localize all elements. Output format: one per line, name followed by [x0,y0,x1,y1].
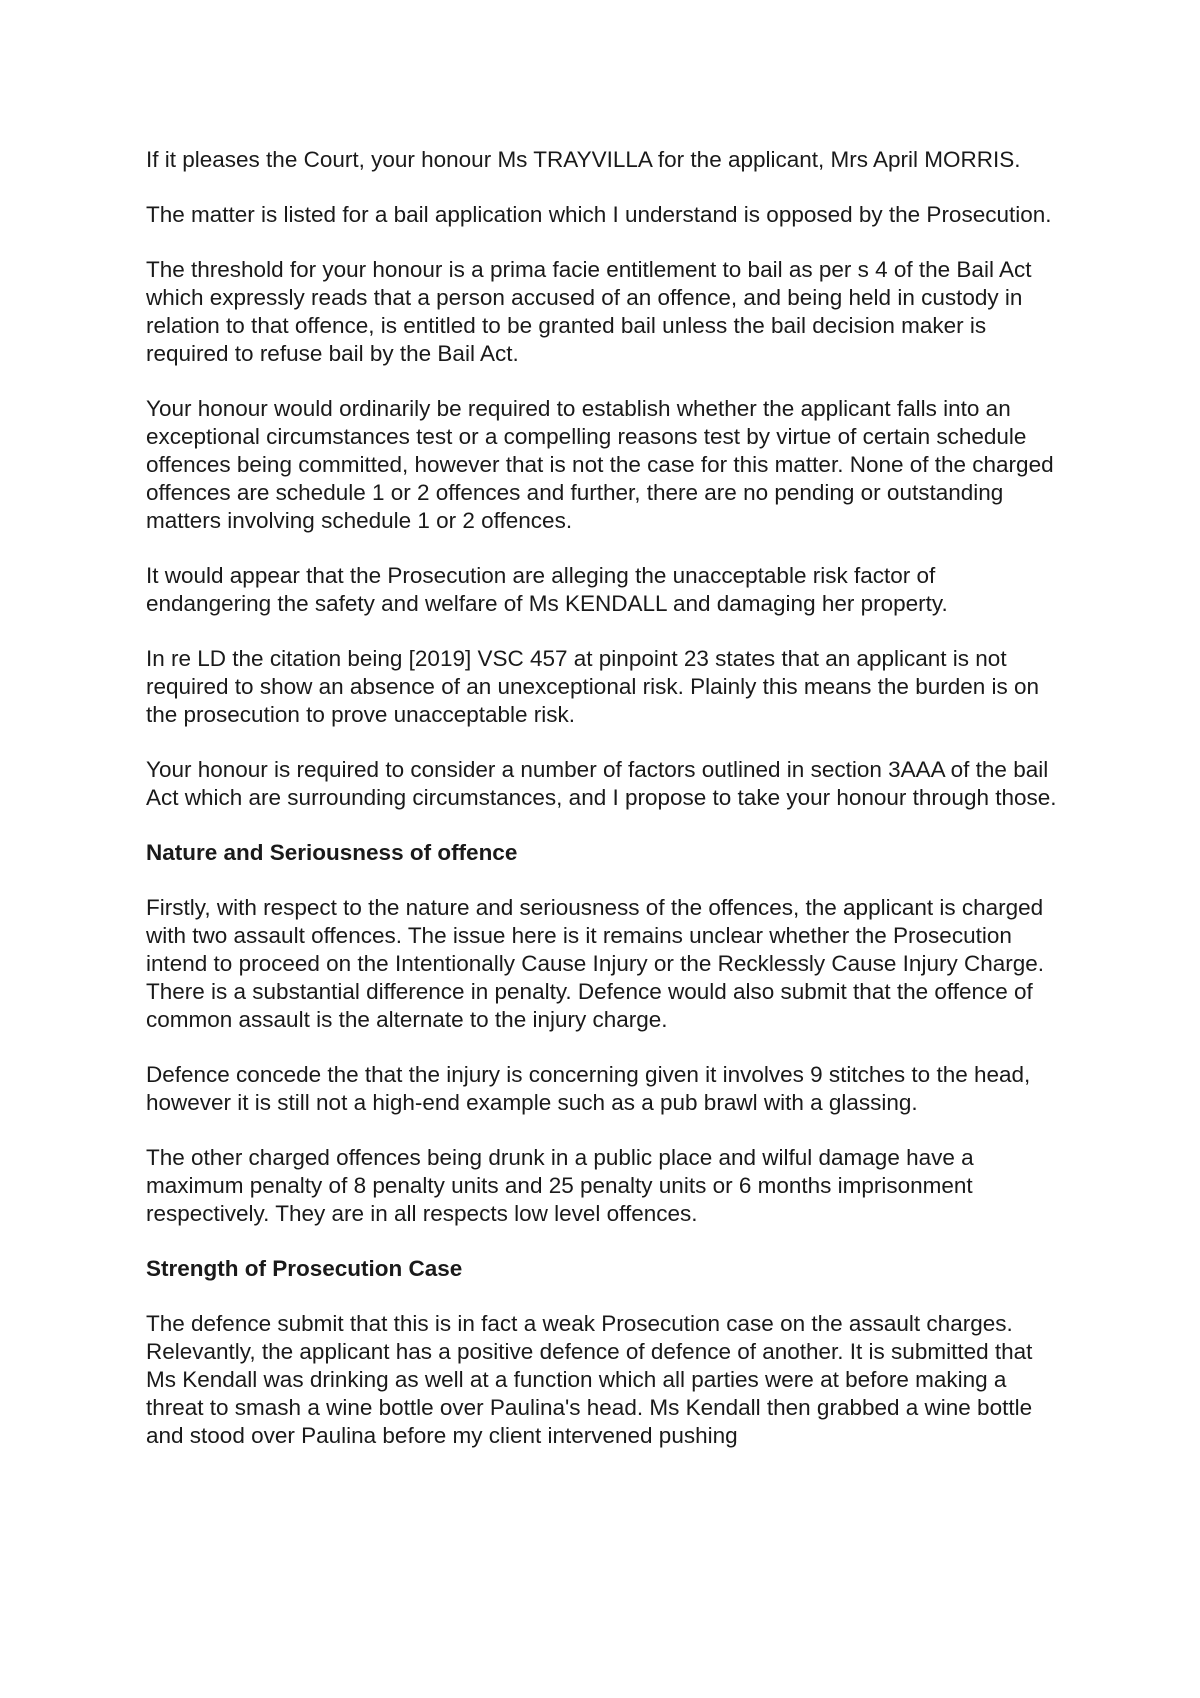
paragraph-strength-1: The defence submit that this is in fact a weak Prosecution case on the assault charges. Relevantly, the applicant has a positive defence of defence of another. It is submitted that Ms Kendall was drinking as well at a function which all parties were at before making a threat to smash a wine bottle over Paulina's head. Ms Kendall then grabbed a wine bottle and stood over Paulina before my client intervened pushing [146,1311,1033,1448]
document-body [146,146,1066,1477]
paragraph-nature-3: The other charged offences being drunk in a public place and wilful damage have a maximum penalty of 8 penalty units and 25 penalty units or 6 months imprisonment respectively. They are in all respects low level offences. [146,1145,974,1226]
paragraph-opening: If it pleases the Court, your honour Ms TRAYVILLA for the applicant, Mrs April MORRIS. [146,147,1021,172]
paragraph-risk-factor: It would appear that the Prosecution are alleging the unacceptable risk factor of endangering the safety and welfare of Ms KENDALL and damaging her property. [146,563,948,616]
heading-strength-prosecution: Strength of Prosecution Case [146,1256,463,1281]
paragraph-factors: Your honour is required to consider a number of factors outlined in section 3AAA of the bail Act which are surrounding circumstances, and I propose to take your honour through those. [146,757,1057,810]
paragraph-citation: In re LD the citation being [2019] VSC 457 at pinpoint 23 states that an applicant is not required to show an absence of an unexceptional risk. Plainly this means the burden is on the prosecution to prove unacceptable risk. [146,646,1040,727]
paragraph-threshold: The threshold for your honour is a prima facie entitlement to bail as per s 4 of the Bail Act which expressly reads that a person accused of an offence, and being held in custody in relation to that offence, is entitled to be granted bail unless the bail decision maker is required to refuse bail by the Bail Act. [146,257,1032,366]
paragraph-listing: The matter is listed for a bail application which I understand is opposed by the Prosecution. [146,202,1052,227]
paragraph-nature-1: Firstly, with respect to the nature and seriousness of the offences, the applicant is charged with two assault offences. The issue here is it remains unclear whether the Prosecution intend to proceed on the Intentionally Cause Injury or the Recklessly Cause Injury Charge. There is a substantial difference in penalty. Defence would also submit that the offence of common assault is the alternate to the injury charge. [146,895,1045,1032]
heading-nature-seriousness: Nature and Seriousness of offence [146,840,518,865]
paragraph-tests: Your honour would ordinarily be required to establish whether the applicant falls into an exceptional circumstances test or a compelling reasons test by virtue of certain schedule offences being committed, however that is not the case for this matter. None of the charged offences are schedule 1 or 2 offences and further, there are no pending or outstanding matters involving schedule 1 or 2 offences. [146,396,1054,533]
paragraph-nature-2: Defence concede the that the injury is concerning given it involves 9 stitches to the head, however it is still not a high-end example such as a pub brawl with a glassing. [146,1062,1031,1115]
